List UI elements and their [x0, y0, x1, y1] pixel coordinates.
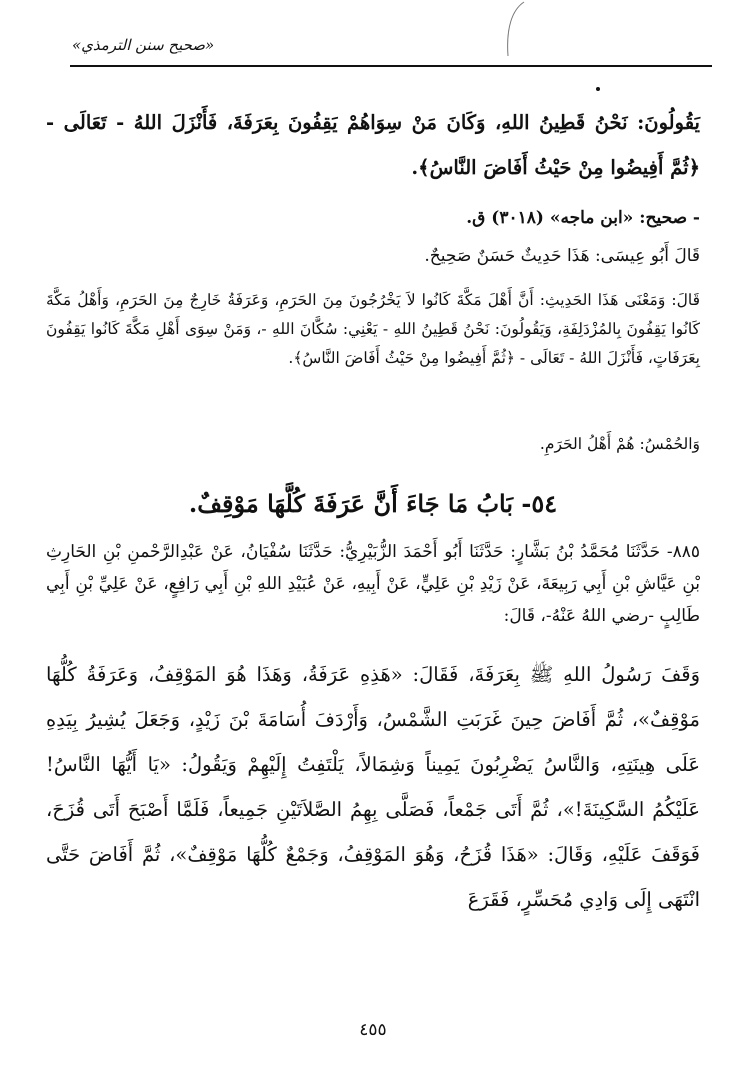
- hadith-continuation-text: يَقُولُونَ: نَحْنُ قَطِينُ اللهِ، وَكَانَ مَنْ سِوَاهُمْ يَقِفُونَ بِعَرَفَةَ، فَأَنْزَلَ اللهُ - تَعَالَى - ﴿ثُمَّ أَفِيضُوا مِنْ حَيْثُ أَفَاضَ النَّاسُ﴾.: [46, 111, 700, 179]
- isnad-block: [46, 536, 700, 632]
- matn-block: [46, 652, 700, 922]
- tirmidhi-verdict-text: قَالَ أَبُو عِيسَى: هَذَا حَدِيثٌ حَسَنٌ صَحِيحٌ.: [424, 246, 700, 266]
- matn-text: وَقَفَ رَسُولُ اللهِ ﷺ بِعَرَفَةَ، فَقَالَ: «هَذِهِ عَرَفَةُ، وَهَذَا هُوَ المَوْقِفُ، وَعَرَفَةُ كُلُّهَا مَوْقِفٌ»، ثُمَّ أَفَاضَ حِينَ غَرَبَتِ الشَّمْسُ، وَأَرْدَفَ أُسَامَةَ بْنَ زَيْدٍ، وَجَعَلَ يُشِيرُ بِيَدِهِ عَلَى هِينَتِهِ، وَالنَّاسُ يَضْرِبُونَ يَمِيناً وَشِمَالاً، يَلْتَفِتُ إِلَيْهِمْ وَيَقُولُ: «يَا أَيُّهَا النَّاسُ! عَلَيْكُمُ السَّكِينَةَ!»، ثُمَّ أَتَى جَمْعاً، فَصَلَّى بِهِمُ الصَّلاَتَيْنِ جَمِيعاً، فَلَمَّا أَصْبَحَ أَتَى قُزَحَ، فَوَقَفَ عَلَيْهِ، وَقَالَ: «هَذَا قُزَحُ، وَهُوَ المَوْقِفُ، وَجَمْعٌ كُلُّهَا مَوْقِفٌ»، ثُمَّ أَفَاضَ حَتَّى انْتَهَى إِلَى وَادِي مُحَسِّرٍ، فَقَرَعَ: [46, 663, 700, 911]
- running-header: [50, 28, 710, 68]
- hums-note-text: وَالحُمْسُ: هُمْ أَهْلُ الحَرَمِ.: [539, 435, 700, 453]
- stray-dot: [596, 87, 600, 91]
- page-number: ٤٥٥: [359, 1020, 387, 1040]
- isnad-text: ٨٨٥- حَدَّثَنَا مُحَمَّدُ بْنُ بَشَّارٍ: حَدَّثَنَا أَبُو أَحْمَدَ الزُّبَيْرِيُّ: حَدَّثَنَا سُفْيَانُ، عَنْ عَبْدِالرَّحْمنِ بْنِ الحَارِثِ بْنِ عَيَّاشِ بْنِ أَبِي رَبِيعَةَ، عَنْ زَيْدِ بْنِ عَلِيٍّ، عَنْ أَبِيهِ، عَنْ عُبَيْدِ اللهِ بْنِ أَبِي رَافِعٍ، عَنْ عَلِيِّ بْنِ أَبِي طَالِبٍ -رضي اللهُ عَنْهُ-، قَالَ:: [46, 542, 700, 626]
- commentary-block: [46, 286, 700, 373]
- chapter-heading: ٥٤- بَابُ مَا جَاءَ أَنَّ عَرَفَةَ كُلَّهَا مَوْقِفٌ.: [188, 489, 558, 518]
- header-rule: [70, 65, 712, 67]
- grading-line: [46, 202, 700, 234]
- hums-note: [46, 430, 700, 459]
- header-title: «صحيح سنن الترمذي»: [72, 36, 215, 54]
- hadith-continuation: [46, 100, 700, 190]
- commentary-text: قَالَ: وَمَعْنَى هَذَا الحَدِيثِ: أَنَّ أَهْلَ مَكَّةَ كَانُوا لاَ يَخْرُجُونَ مِنَ الحَرَمِ، وَعَرَفَةُ خَارِجٌ مِنَ الحَرَمِ، وَأَهْلُ مَكَّةَ كَانُوا يَقِفُونَ بِالمُزْدَلِفَةِ، وَيَقُولُونَ: نَحْنُ قَطِينُ اللهِ - يَعْنِي: سُكَّانَ اللهِ -، وَمَنْ سِوَى أَهْلِ مَكَّةَ كَانُوا يَقِفُونَ بِعَرَفَاتٍ، فَأَنْزَلَ اللهُ - تَعَالَى - ﴿ثُمَّ أَفِيضُوا مِنْ حَيْثُ أَفَاضَ النَّاسُ﴾.: [46, 291, 700, 367]
- corner-curve-mark: [498, 0, 526, 58]
- grading-text: - صحيح: «ابن ماجه» (٣٠١٨) ق.: [466, 208, 700, 228]
- tirmidhi-verdict: [46, 240, 700, 272]
